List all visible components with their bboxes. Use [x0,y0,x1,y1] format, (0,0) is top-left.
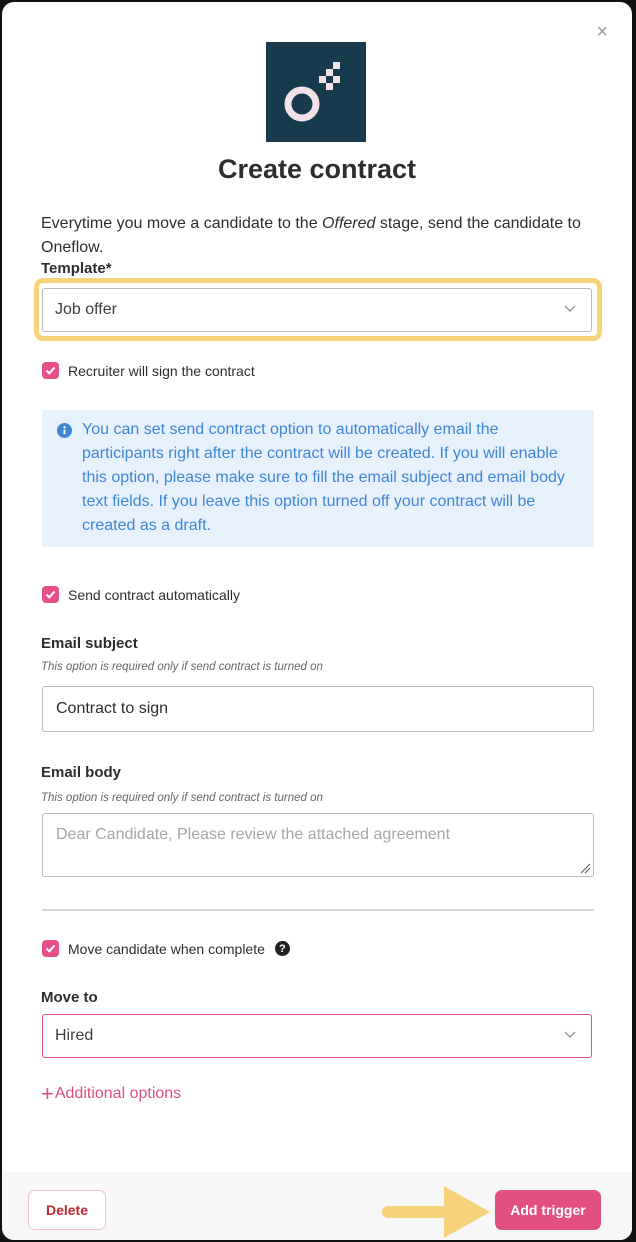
chevron-down-icon [563,301,577,315]
additional-options-label: Additional options [54,1085,182,1102]
move-candidate-checkbox[interactable] [42,940,59,957]
template-selected-value: Job offer [55,301,117,318]
delete-button[interactable]: Delete [28,1190,106,1230]
chevron-down-icon [563,1027,577,1041]
template-label: Template* [41,260,112,277]
dialog-description [41,212,581,260]
additional-options-link[interactable] [41,1081,182,1106]
move-candidate-label: Move candidate when complete [68,940,265,957]
email-body-hint: This option is required only if send contract is turned on [41,792,323,804]
send-auto-checkbox[interactable] [42,586,59,603]
create-contract-dialog [2,2,632,1240]
move-to-label: Move to [41,989,98,1006]
resize-handle-icon[interactable] [579,862,591,874]
section-divider [42,909,594,911]
check-icon [45,365,56,376]
stage-name: Offered [322,215,376,232]
check-icon [45,589,56,600]
recruiter-sign-checkbox[interactable] [42,362,59,379]
move-to-select[interactable] [42,1014,592,1058]
annotation-arrow-icon [382,1186,490,1238]
email-subject-hint: This option is required only if send contract is turned on [41,661,323,673]
move-candidate-checkbox-row[interactable] [42,940,290,957]
email-body-label: Email body [41,764,122,781]
info-text: You can set send contract option to automatically email the participants right after the contract will be created. If you will enable this option, please make sure to fill the email subject and email body text fields. If you leave this option turned off your contract will be created as a draft. [82,421,565,534]
info-icon [57,423,72,438]
oneflow-logo [266,42,366,142]
help-icon[interactable]: ? [275,941,290,956]
recruiter-sign-label: Recruiter will sign the contract [68,362,255,379]
move-to-selected-value: Hired [55,1027,94,1044]
description-text: Everytime you move a candidate to the [41,215,323,232]
template-select[interactable] [42,288,592,332]
oneflow-logo-icon [266,42,366,142]
send-auto-label: Send contract automatically [68,586,240,603]
add-trigger-button[interactable]: Add trigger [495,1190,601,1230]
description-text: stage, send the candidate to Oneflow. [41,215,581,256]
plus-icon: + [41,1081,54,1106]
recruiter-sign-checkbox-row[interactable] [42,362,255,379]
email-subject-label: Email subject [41,635,138,652]
email-body-placeholder: Dear Candidate, Please review the attached agreement [56,826,451,843]
dialog-title: Create contract [217,154,417,184]
check-icon [45,943,56,954]
info-box [42,410,594,547]
email-body-textarea[interactable] [42,813,594,877]
close-icon[interactable]: × [596,21,608,43]
send-auto-checkbox-row[interactable] [42,586,240,603]
email-subject-input[interactable] [42,686,594,732]
